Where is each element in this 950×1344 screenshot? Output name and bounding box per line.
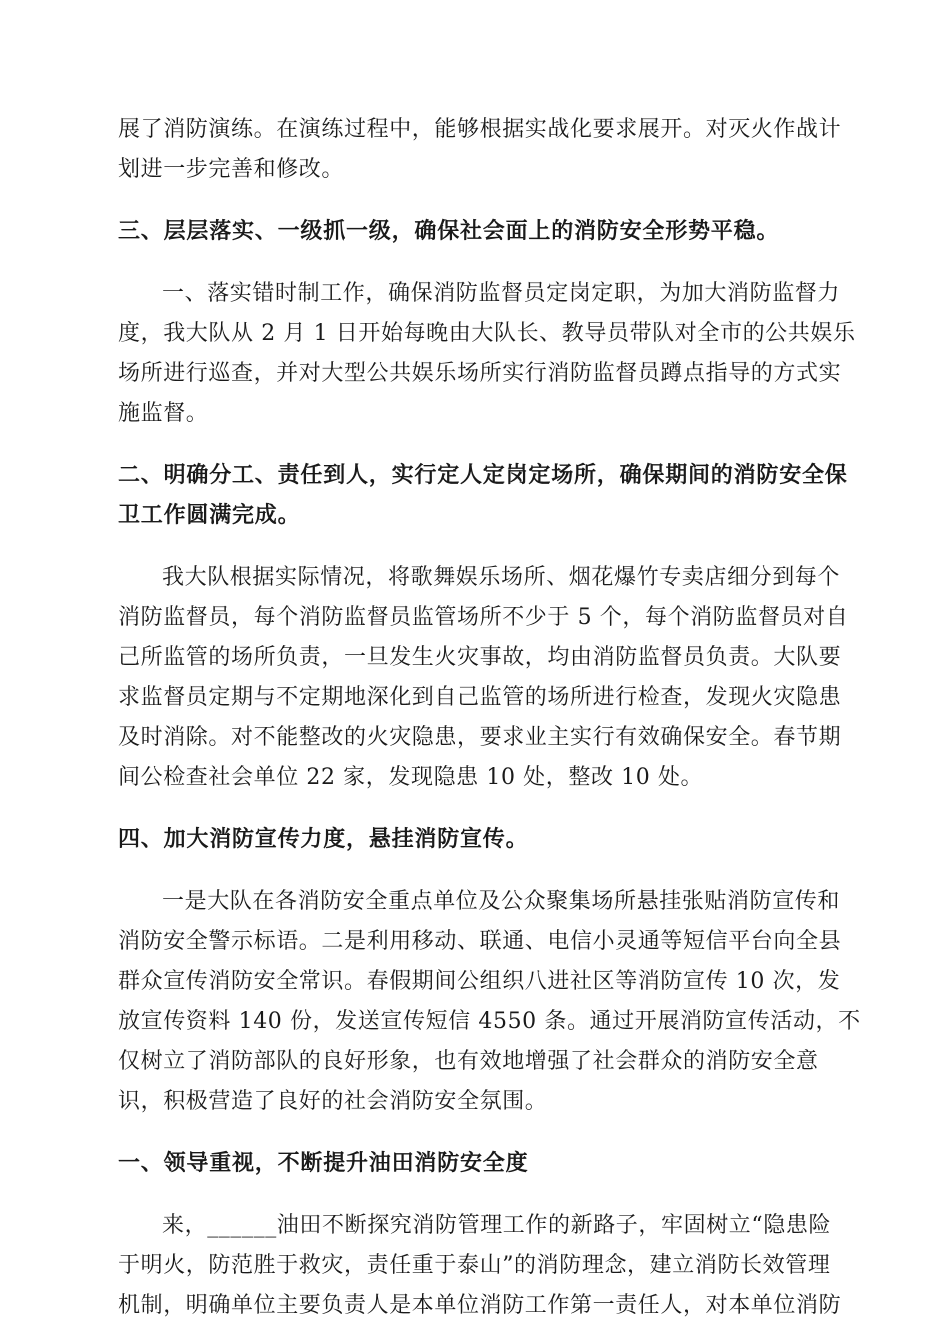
text-line: 间公检查社会单位 22 家，发现隐患 10 处，整改 10 处。: [118, 765, 704, 790]
text-line: 机制，明确单位主要负责人是本单位消防工作第一责任人，对本单位消防: [118, 1293, 842, 1318]
text-line: 我大队根据实际情况，将歌舞娱乐场所、烟花爆竹专卖店细分到每个: [162, 565, 841, 590]
section-heading-2: [118, 456, 848, 536]
text-line: 来，______油田不断探究消防管理工作的新路子，牢固树立“隐患险: [162, 1213, 832, 1238]
section-heading-1: 一、领导重视，不断提升油田消防安全度: [118, 1151, 529, 1176]
text-line: 度，我大队从 2 月 1 日开始每晚由大队长、教导员带队对全市的公共娱乐: [118, 321, 856, 346]
text-line: 放宣传资料 140 份，发送宣传短信 4550 条。通过开展消防宣传活动，不: [118, 1009, 861, 1034]
text-line: 及时消除。对不能整改的火灾隐患，要求业主实行有效确保安全。春节期: [118, 725, 842, 750]
paragraph-shift-work: [118, 274, 856, 434]
text-line: 消防安全警示标语。二是利用移动、联通、电信小灵通等短信平台向全县: [118, 929, 842, 954]
text-line: 一、落实错时制工作，确保消防监督员定岗定职，为加大消防监督力: [162, 281, 841, 306]
paragraph-oilfield: [118, 1206, 842, 1326]
text-line: 求监督员定期与不定期地深化到自己监管的场所进行检查，发现火灾隐患: [118, 685, 842, 710]
text-line: 施监督。: [118, 401, 209, 426]
text-line: 仅树立了消防部队的良好形象，也有效地增强了社会群众的消防安全意: [118, 1049, 819, 1074]
text-line: 展了消防演练。在演练过程中，能够根据实战化要求展开。对灭火作战计: [118, 117, 842, 142]
section-heading-4: 四、加大消防宣传力度，悬挂消防宣传。: [118, 827, 529, 852]
paragraph-publicity: [118, 882, 861, 1122]
text-line: 划进一步完善和修改。: [118, 157, 345, 182]
text-line: 场所进行巡查，并对大型公共娱乐场所实行消防监督员蹲点指导的方式实: [118, 361, 842, 386]
text-line: 于明火，防范胜于救灾，责任重于泰山”的消防理念，建立消防长效管理: [118, 1253, 831, 1278]
section-heading-3: 三、层层落实、一级抓一级，确保社会面上的消防安全形势平稳。: [118, 219, 780, 244]
heading-line: 二、明确分工、责任到人，实行定人定岗定场所，确保期间的消防安全保: [118, 463, 848, 488]
text-line: 己所监管的场所负责，一旦发生火灾事故，均由消防监督员负责。大队要: [118, 645, 842, 670]
paragraph-supervision: [118, 558, 849, 798]
text-line: 消防监督员，每个消防监督员监管场所不少于 5 个，每个消防监督员对自: [118, 605, 849, 630]
heading-line: 卫工作圆满完成。: [118, 503, 301, 528]
document-page: [118, 110, 861, 1326]
text-line: 群众宣传消防安全常识。春假期间公组织八进社区等消防宣传 10 次，发: [118, 969, 841, 994]
text-line: 识，积极营造了良好的社会消防安全氛围。: [118, 1089, 548, 1114]
text-line: 一是大队在各消防安全重点单位及公众聚集场所悬挂张贴消防宣传和: [162, 889, 841, 914]
paragraph-drill: [118, 110, 842, 190]
